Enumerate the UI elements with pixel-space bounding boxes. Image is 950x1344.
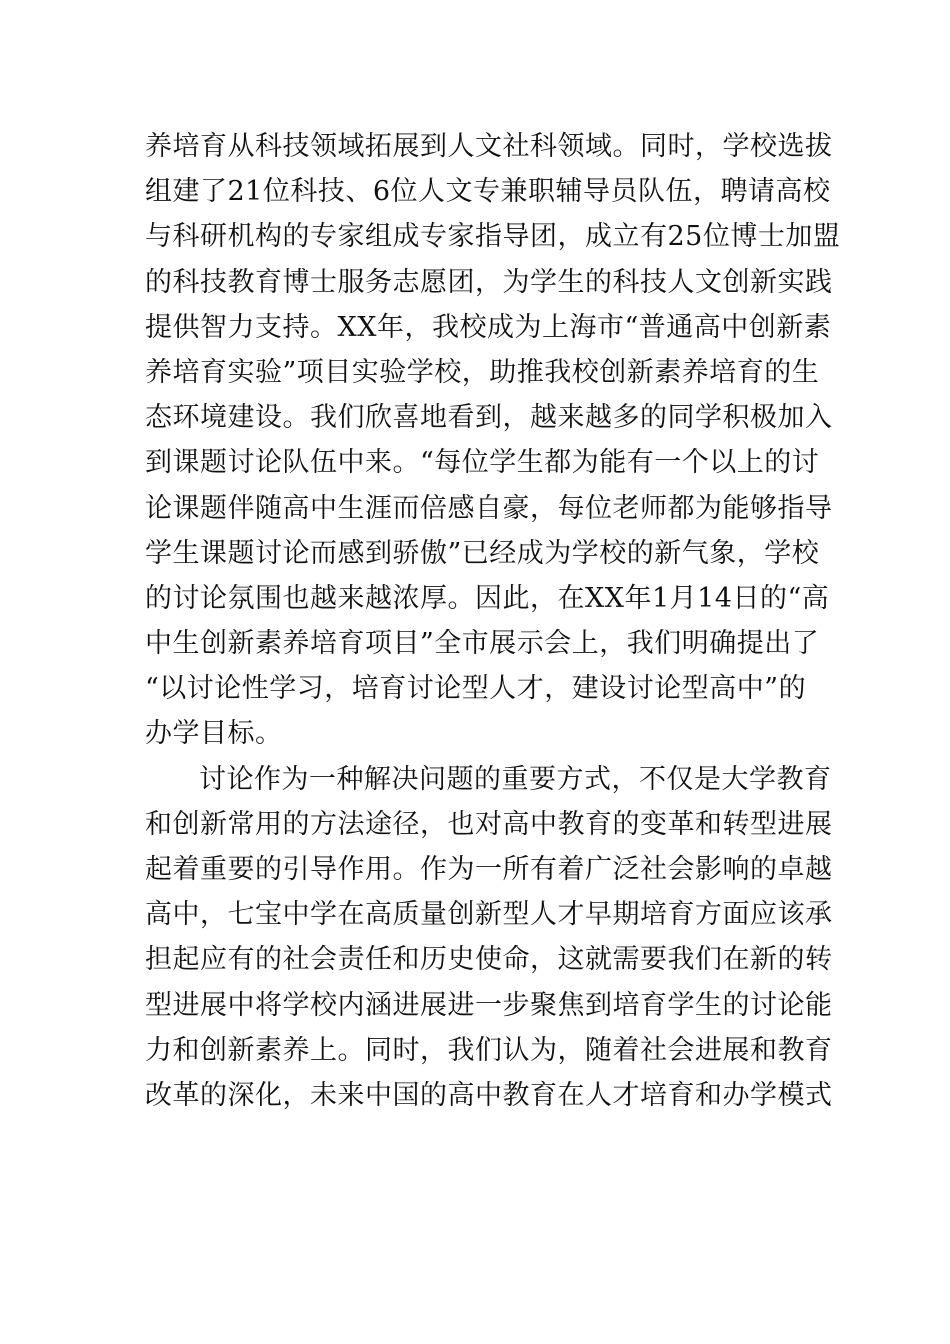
text-line: 办学目标。 <box>145 718 283 750</box>
text-line: 养培育实验”项目实验学校，助推我校创新素养培育的生 <box>145 356 820 388</box>
text-line: 态环境建设。我们欣喜地看到，越来越多的同学积极加入 <box>145 402 833 434</box>
text-line: 学生课题讨论而感到骄傲”已经成为学校的新气象，学校 <box>145 537 820 569</box>
text-line: “以讨论性学习，培育讨论型人才，建设讨论型高中”的 <box>145 673 807 705</box>
text-line: 讨论作为一种解决问题的重要方式，不仅是大学教育 <box>199 763 832 795</box>
text-line: 养培育从科技领域拓展到人文社科领域。同时，学校选拔 <box>145 131 833 162</box>
text-line: 起着重要的引导作用。作为一所有着广泛社会影响的卓越 <box>145 854 833 885</box>
text-line: 论课题伴随高中生涯而倍感自豪，每位老师都为能够指导 <box>145 492 833 524</box>
document-body <box>145 124 841 1118</box>
text-line: 与科研机构的专家组成专家指导团，成立有25位博士加盟 <box>145 221 841 253</box>
text-line: 到课题讨论队伍中来。“每位学生都为能有一个以上的讨 <box>145 447 820 479</box>
text-line: 的讨论氛围也越来越浓厚。因此，在XX年1月14日的“高 <box>145 582 830 614</box>
text-line: 型进展中将学校内涵进展进一步聚焦到培育学生的讨论能 <box>145 989 833 1021</box>
paragraph-1 <box>145 124 841 757</box>
paragraph-2 <box>145 757 833 1119</box>
text-line: 担起应有的社会责任和历史使命，这就需要我们在新的转 <box>145 944 833 976</box>
text-line: 和创新常用的方法途径，也对高中教育的变革和转型进展 <box>145 808 833 840</box>
text-line: 提供智力支持。XX年，我校成为上海市“普通高中创新素 <box>145 311 832 343</box>
text-line: 力和创新素养上。同时，我们认为，随着社会进展和教育 <box>145 1034 833 1066</box>
text-line: 高中，七宝中学在高质量创新型人才早期培育方面应该承 <box>145 899 833 931</box>
text-line: 改革的深化，未来中国的高中教育在人才培育和办学模式 <box>145 1079 833 1111</box>
text-line: 的科技教育博士服务志愿团，为学生的科技人文创新实践 <box>145 266 833 298</box>
text-line: 中生创新素养培育项目”全市展示会上，我们明确提出了 <box>145 628 820 660</box>
text-line: 组建了21位科技、6位人文专兼职辅导员队伍，聘请高校 <box>145 176 831 208</box>
